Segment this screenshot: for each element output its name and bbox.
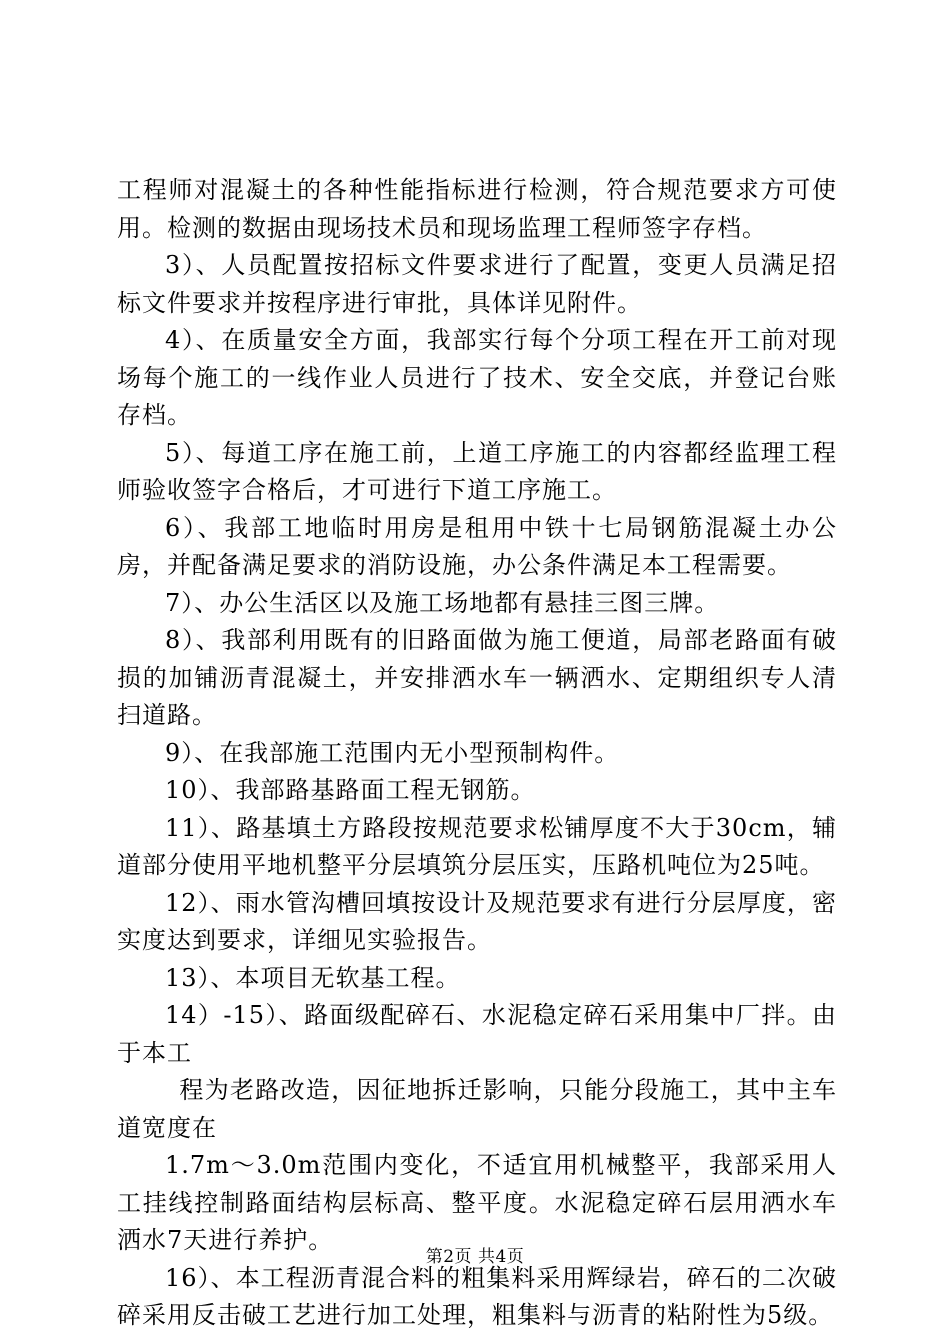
paragraph-16: 16）、本工程沥青混合料的粗集料采用辉绿岩，碎石的二次破碎采用反击破工艺进行加工处理，粗集料与沥青的粘附性为5级。 [117,1263,837,1329]
paragraph-5: 6）、我部工地临时用房是租用中铁十七局钢筋混凝土办公房，并配备满足要求的消防设施，办公条件满足本工程需要。 [117,513,837,579]
paragraph-2: 3）、人员配置按招标文件要求进行了配置，变更人员满足招标文件要求并按程序进行审批，具体详见附件。 [117,251,837,317]
paragraph-9: 10）、我部路基路面工程无钢筋。 [165,776,536,804]
paragraph-14: 程为老路改造，因征地拆迁影响，只能分段施工，其中主车道宽度在 [117,1076,837,1142]
paragraph-3: 4）、在质量安全方面，我部实行每个分项工程在开工前对现场每个施工的一线作业人员进行了技术、安全交底，并登记台账存档。 [117,326,837,429]
document-body [117,172,837,1335]
paragraph-12: 13）、本项目无软基工程。 [165,963,461,992]
paragraph-13: 14）-15）、路面级配碎石、水泥稳定碎石采用集中厂拌。由于本工 [117,1001,837,1067]
paragraph-6: 7）、办公生活区以及施工场地都有悬挂三图三牌。 [165,588,720,617]
paragraph-10: 11）、路基填土方路段按规范要求松铺厚度不大于30cm，辅道部分使用平地机整平分层填筑分层压实，压路机吨位为25吨。 [117,813,837,879]
paragraph-11: 12）、雨水管沟槽回填按设计及规范要求有进行分层厚度，密实度达到要求，详细见实验报告。 [117,888,837,954]
paragraph-1: 工程师对混凝土的各种性能指标进行检测，符合规范要求方可使用。检测的数据由现场技术员和现场监理工程师签字存档。 [117,176,837,242]
paragraph-8: 9）、在我部施工范围内无小型预制构件。 [165,738,620,767]
page-number-footer: 第2页 共4页 [425,1247,525,1267]
paragraph-4: 5）、每道工序在施工前，上道工序施工的内容都经监理工程师验收签字合格后，才可进行下道工序施工。 [117,438,837,504]
paragraph-15: 1.7m～3.0m范围内变化，不适宜用机械整平，我部采用人工挂线控制路面结构层标高、整平度。水泥稳定碎石层用洒水车洒水7天进行养护。 [117,1151,837,1254]
paragraph-7: 8）、我部利用既有的旧路面做为施工便道，局部老路面有破损的加铺沥青混凝土，并安排洒水车一辆洒水、定期组织专人清扫道路。 [117,626,837,729]
